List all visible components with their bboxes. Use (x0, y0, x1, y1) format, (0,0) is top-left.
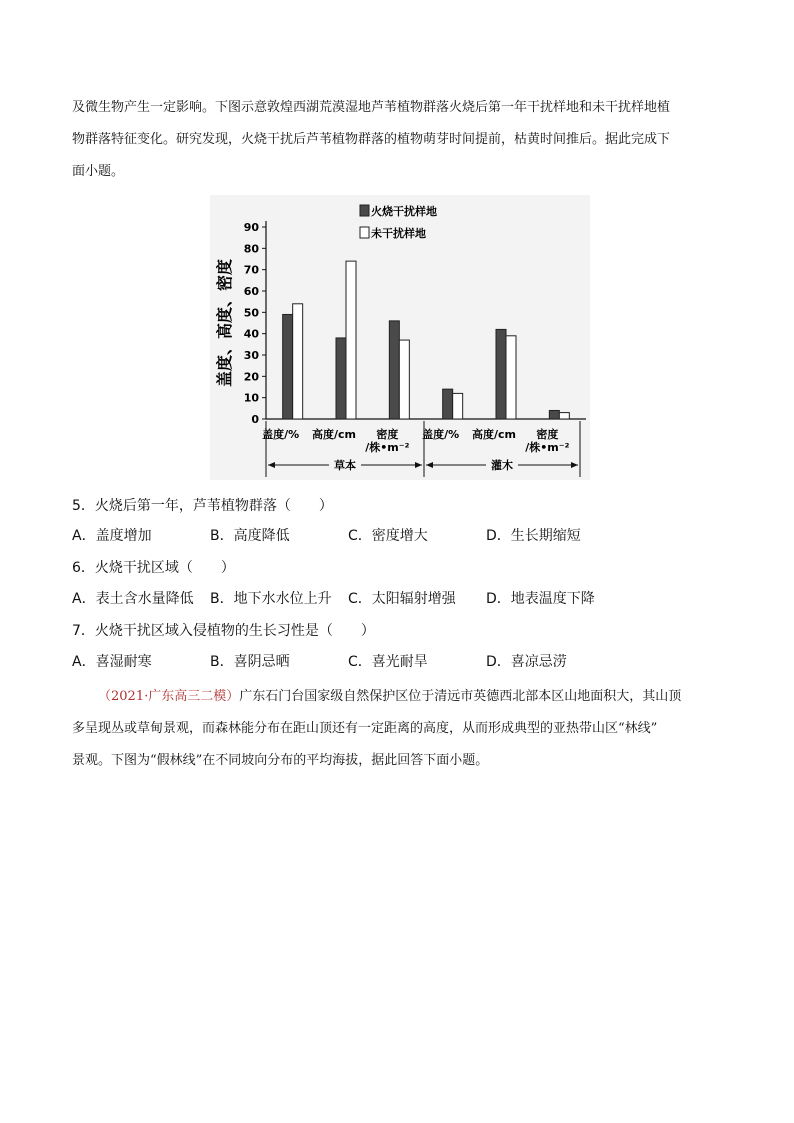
q5-option-a[interactable]: A．盖度增加 (72, 528, 152, 544)
question-6: 6．火烧干扰区域（ ） (72, 560, 235, 576)
q7-option-a[interactable]: A．喜湿耐寒 (72, 654, 152, 670)
q7-option-c[interactable]: C．喜光耐旱 (348, 654, 428, 670)
group-label: 灌木 (491, 459, 513, 472)
x-category-label: 高度/cm (312, 428, 356, 441)
x-category-label: /株•m⁻² (525, 441, 570, 454)
bar-undisturbed (346, 261, 356, 419)
y-tick-label: 90 (243, 221, 259, 234)
x-category-label: 密度 (376, 428, 399, 441)
intro-line-1: 及微生物产生一定影响。下图示意敦煌西湖荒漠湿地芦苇植物群落火烧后第一年干扰样地和未干扰样地植 (72, 100, 671, 115)
y-tick-label: 30 (243, 349, 259, 362)
passage-2-line-1 (72, 681, 732, 713)
bar-burned (443, 389, 453, 419)
source-tag: （2021·广东高三二模） (98, 689, 240, 704)
bar-burned (283, 314, 293, 419)
x-category-label: 密度 (536, 428, 559, 441)
y-tick-label: 40 (243, 327, 259, 341)
bar-burned (549, 410, 559, 419)
passage-2-line-3: 景观。下图为“假林线”在不同坡向分布的平均海拔，据此回答下面小题。 (72, 753, 489, 768)
q6-option-d[interactable]: D．地表温度下降 (486, 591, 595, 607)
y-tick-label: 70 (243, 263, 259, 277)
q6-option-c[interactable]: C．太阳辐射增强 (348, 591, 456, 607)
group-arrow-head (571, 462, 578, 468)
legend-label: 火烧干扰样地 (371, 205, 437, 218)
question-7: 7．火烧干扰区域入侵植物的生长习性是（ ） (72, 623, 375, 639)
bar-burned (496, 329, 506, 419)
y-tick-label: 60 (243, 285, 259, 298)
y-tick-label: 80 (243, 242, 259, 256)
q7-option-d[interactable]: D．喜凉忌涝 (486, 654, 567, 670)
passage-2-line-1-text: 广东石门台国家级自然保护区位于清远市英德西北部本区山地面积大，其山顶 (239, 689, 682, 704)
q6-option-a[interactable]: A．表土含水量降低 (72, 591, 194, 607)
group-arrow-head (426, 462, 433, 468)
intro-line-3: 面小题。 (72, 164, 125, 179)
group-arrow-head (268, 462, 275, 468)
intro-paragraph (72, 92, 732, 188)
bar-undisturbed (293, 304, 303, 419)
y-tick-label: 20 (243, 370, 259, 384)
x-category-label: 盖度/% (262, 428, 300, 441)
question-5: 5．火烧后第一年，芦苇植物群落（ ） (72, 498, 333, 514)
passage-2-line-2: 多呈现丛或草甸景观，而森林能分布在距山顶还有一定距离的高度，从而形成典型的亚热带山区“林线” (72, 721, 658, 736)
q5-option-d[interactable]: D．生长期缩短 (486, 528, 581, 544)
x-category-label: 盖度/% (422, 428, 460, 441)
q5-option-c[interactable]: C．密度增大 (348, 528, 428, 544)
bar-undisturbed (506, 336, 516, 419)
y-tick-label: 10 (243, 391, 259, 405)
bar-chart-svg (210, 195, 590, 480)
intro-line-2: 物群落特征变化。研究发现，火烧干扰后芦苇植物群落的植物萌芽时间提前，枯黄时间推后。据此完成下 (72, 132, 671, 147)
question-7-options (72, 652, 772, 672)
bar-burned (336, 338, 346, 419)
x-category-label: 高度/cm (472, 428, 516, 441)
question-5-options (72, 526, 772, 546)
legend-swatch (360, 227, 369, 238)
bar-undisturbed (453, 393, 463, 419)
y-tick-label: 50 (243, 306, 259, 320)
q5-option-b[interactable]: B．高度降低 (210, 528, 290, 544)
y-tick-label: 0 (251, 413, 259, 426)
x-category-label: /株•m⁻² (365, 441, 410, 454)
q7-option-b[interactable]: B．喜阴忌晒 (210, 654, 290, 670)
bar-chart (210, 195, 590, 480)
legend-swatch (360, 205, 369, 216)
bar-undisturbed (399, 340, 409, 419)
y-axis-label: 盖度、高度、密度 (215, 258, 234, 388)
group-arrow-head (415, 462, 422, 468)
bar-burned (389, 321, 399, 419)
bar-undisturbed (559, 413, 569, 419)
legend-label: 未干扰样地 (371, 227, 426, 240)
passage-2 (72, 681, 732, 777)
q6-option-b[interactable]: B．地下水水位上升 (210, 591, 332, 607)
question-6-options (72, 589, 772, 609)
group-label: 草本 (334, 459, 356, 472)
